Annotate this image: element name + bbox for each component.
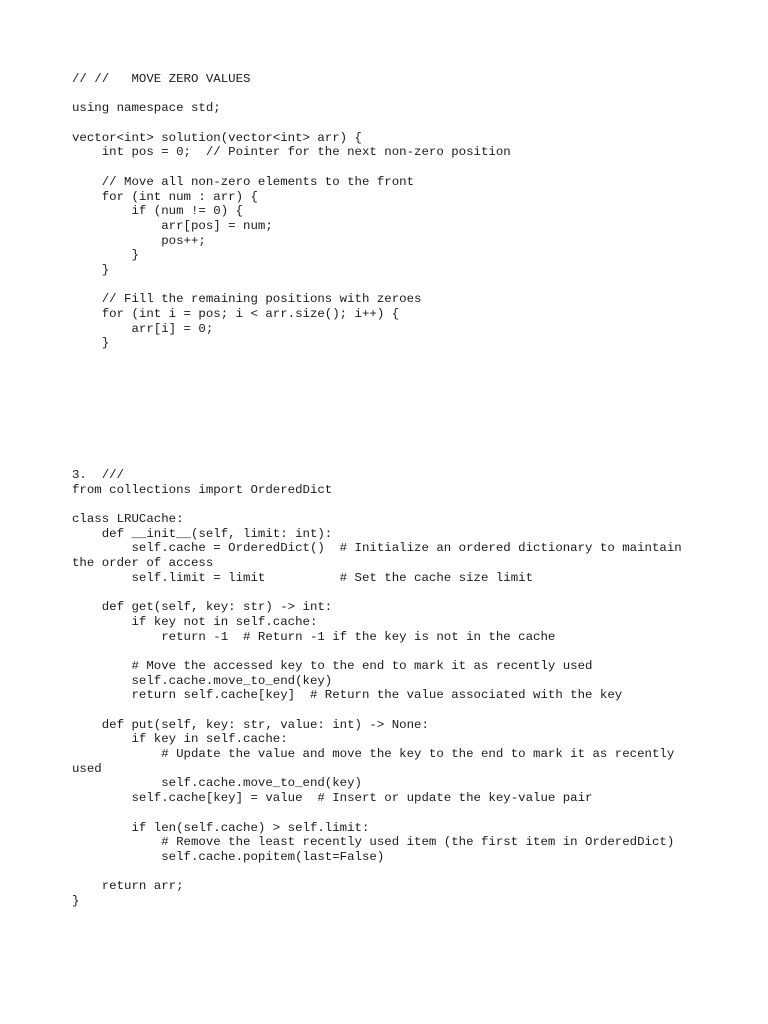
code-line: vector<int> solution(vector<int> arr) {	[72, 130, 362, 145]
code-line: # Update the value and move the key to the end to mark it as recently	[72, 747, 675, 762]
code-line: if len(self.cache) > self.limit:	[72, 820, 370, 835]
code-line: for (int i = pos; i < arr.size(); i++) {	[72, 307, 400, 321]
code-line: # Move the accessed key to the end to mark it as recently used	[72, 658, 593, 673]
code-line: }	[72, 893, 80, 908]
code-line	[72, 497, 682, 512]
code-line: }	[72, 248, 139, 263]
code-line	[72, 278, 511, 293]
code-line: def get(self, key: str) -> int:	[72, 600, 333, 615]
code-line: return -1 # Return -1 if the key is not in the cache	[72, 629, 556, 644]
code-line	[72, 586, 682, 601]
code-line: int pos = 0; // Pointer for the next non-zero position	[72, 145, 511, 160]
code-line: self.cache.move_to_end(key)	[72, 776, 362, 791]
code-line: }	[72, 336, 110, 351]
code-line: // Move all non-zero elements to the front	[72, 174, 415, 189]
code-line: def put(self, key: str, value: int) -> None:	[72, 717, 429, 732]
code-line	[72, 806, 682, 821]
code-line: if key in self.cache:	[72, 732, 288, 747]
code-block-move-zero-values	[72, 72, 511, 351]
code-line	[72, 160, 511, 175]
code-line: // // MOVE ZERO VALUES	[72, 72, 251, 86]
code-line	[72, 865, 682, 880]
code-line: // Fill the remaining positions with zeroes	[72, 292, 422, 307]
code-line: return self.cache[key] # Return the value associated with the key	[72, 688, 623, 703]
code-line: arr[i] = 0;	[72, 321, 214, 336]
code-line: from collections import OrderedDict	[72, 482, 333, 497]
code-line: # Remove the least recently used item (the first item in OrderedDict)	[72, 835, 675, 850]
code-line: the order of access	[72, 556, 214, 571]
code-block-lru-cache	[72, 468, 682, 909]
code-line: self.limit = limit # Set the cache size limit	[72, 570, 534, 585]
code-line: self.cache.popitem(last=False)	[72, 849, 385, 864]
code-line: self.cache = OrderedDict() # Initialize an ordered dictionary to maintain	[72, 541, 682, 556]
code-line: self.cache.move_to_end(key)	[72, 673, 333, 688]
code-line	[72, 87, 511, 102]
code-line: 3. ///	[72, 468, 125, 482]
code-line: using namespace std;	[72, 101, 221, 116]
code-line: if (num != 0) {	[72, 204, 244, 219]
code-line	[72, 116, 511, 131]
code-line: self.cache[key] = value # Insert or update the key-value pair	[72, 791, 593, 806]
code-line: return arr;	[72, 879, 184, 894]
code-line: for (int num : arr) {	[72, 189, 258, 204]
code-line: class LRUCache:	[72, 512, 184, 527]
code-line	[72, 644, 682, 659]
code-line	[72, 703, 682, 718]
code-line: }	[72, 262, 110, 277]
code-line: if key not in self.cache:	[72, 614, 318, 629]
code-line: def __init__(self, limit: int):	[72, 526, 333, 541]
code-line: pos++;	[72, 233, 206, 248]
code-line: arr[pos] = num;	[72, 218, 273, 233]
code-line: used	[72, 761, 102, 776]
